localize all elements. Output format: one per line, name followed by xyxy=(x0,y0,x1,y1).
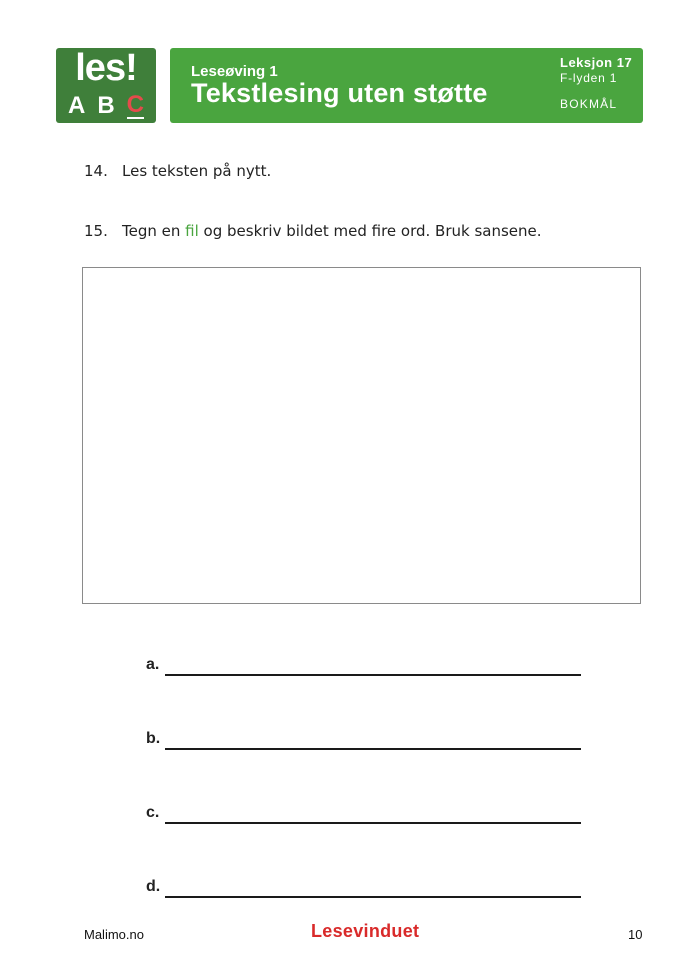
write-line xyxy=(165,748,581,750)
logo-text: les! xyxy=(75,48,137,89)
answer-label: d. xyxy=(146,878,161,895)
answer-label: b. xyxy=(146,730,161,747)
lesevinduet-logo: Lesevinduet xyxy=(311,921,420,941)
answer-line-d[interactable] xyxy=(146,874,581,898)
les-abc-logo xyxy=(56,48,156,123)
answer-line-b[interactable] xyxy=(146,726,581,750)
task-14 xyxy=(84,162,271,180)
answer-label: c. xyxy=(146,804,160,821)
answer-line-a[interactable] xyxy=(146,652,581,676)
page-number: 10 xyxy=(628,927,643,942)
sound-label: F-lyden 1 xyxy=(560,71,618,85)
language-label: BOKMÅL xyxy=(560,97,618,111)
logo-letters xyxy=(56,88,156,123)
task-text: Les teksten på nytt. xyxy=(122,162,272,180)
exercise-subtitle: Leseøving 1 xyxy=(191,63,278,80)
page-title: Tekstlesing uten støtte xyxy=(191,78,488,108)
write-line xyxy=(165,822,581,824)
logo-letter-b: B xyxy=(97,91,115,119)
logo-letter-a: A xyxy=(67,91,86,119)
write-line xyxy=(165,674,581,676)
write-line xyxy=(165,896,581,898)
task-15 xyxy=(84,222,542,240)
task-highlight-word: fil xyxy=(185,222,199,240)
task-text-before: Tegn en xyxy=(122,222,186,240)
task-text-after: og beskriv bildet med fire ord. Bruk sansene. xyxy=(198,222,542,240)
drawing-area[interactable] xyxy=(82,267,641,604)
logo-letter-c: C xyxy=(126,90,144,118)
answer-line-c[interactable] xyxy=(146,800,581,824)
task-number: 15. xyxy=(84,222,108,240)
answer-label: a. xyxy=(146,656,160,673)
header-banner xyxy=(170,48,643,123)
lesson-label: Leksjon 17 xyxy=(560,55,633,70)
task-number: 14. xyxy=(84,162,108,180)
footer-site: Malimo.no xyxy=(84,927,144,942)
